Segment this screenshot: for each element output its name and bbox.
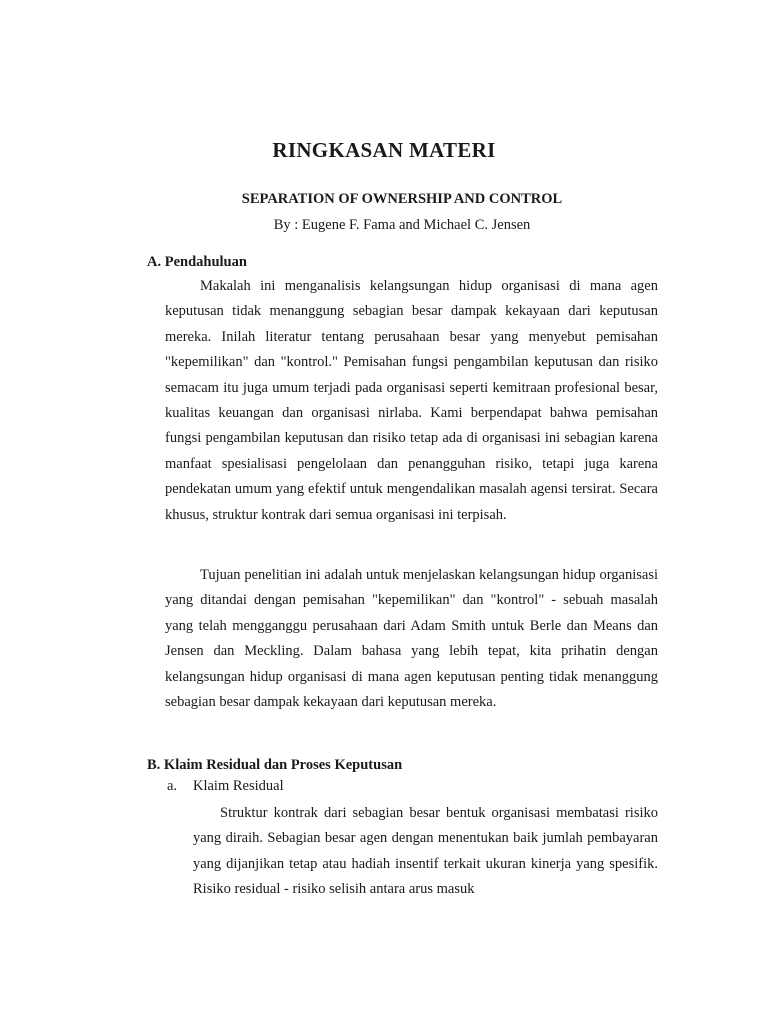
sub-item-marker: a.	[167, 778, 178, 794]
paragraph: Tujuan penelitian ini adalah untuk menjelaskan kelangsungan hidup organisasi yang ditandai dengan pemisahan "kepemilikan" dan "kontrol" - sebuah masalah yang telah mengganggu perusahaan dari Adam Smith untuk Berle dan Means dan Jensen dan Meckling. Dalam bahasa yang lebih tepat, kita prihatin dengan kelangsungan hidup organisasi di mana agen keputusan penting tidak menanggung sebagian besar dampak kekayaan dari keputusan mereka.	[165, 567, 658, 711]
sub-item-label: Klaim Residual	[193, 778, 284, 794]
document-byline: By : Eugene F. Fama and Michael C. Jensen	[273, 217, 531, 233]
paragraph: Makalah ini menganalisis kelangsungan hidup organisasi di mana agen keputusan tidak menanggung sebagian besar dampak kekayaan dari keputusan mereka. Inilah literatur tentang perusahaan besar yang menyebut pemisahan "kepemilikan" dan "kontrol." Pemisahan fungsi pengambilan keputusan dan risiko semacam itu juga umum terjadi pada organisasi seperti kemitraan profesional besar, kualitas keuangan dan organisasi nirlaba. Kami berpendapat bahwa pemisahan fungsi pengambilan keputusan dan risiko tetap ada di organisasi ini sebagian karena manfaat spesialisasi pengelolaan dan penangguhan risiko, tetapi juga karena pendekatan umum yang efektif untuk mengendalikan masalah agensi tersirat. Secara khusus, struktur kontrak dari semua organisasi ini terpisah.	[165, 278, 658, 523]
sub-item-heading	[167, 778, 284, 795]
document-subtitle: SEPARATION OF OWNERSHIP AND CONTROL	[241, 191, 563, 207]
document-title: RINGKASAN MATERI	[272, 138, 496, 162]
section-heading-pendahuluan: A. Pendahuluan	[147, 254, 247, 270]
paragraph: Struktur kontrak dari sebagian besar bentuk organisasi membatasi risiko yang diraih. Sebagian besar agen dengan menentukan baik jumlah pembayaran yang dijanjikan tetap atau hadiah insentif terkait ukuran kinerja yang spesifik. Risiko residual - risiko selisih antara arus masuk	[193, 805, 658, 898]
section-heading-klaim-residual: B. Klaim Residual dan Proses Keputusan	[147, 757, 403, 773]
